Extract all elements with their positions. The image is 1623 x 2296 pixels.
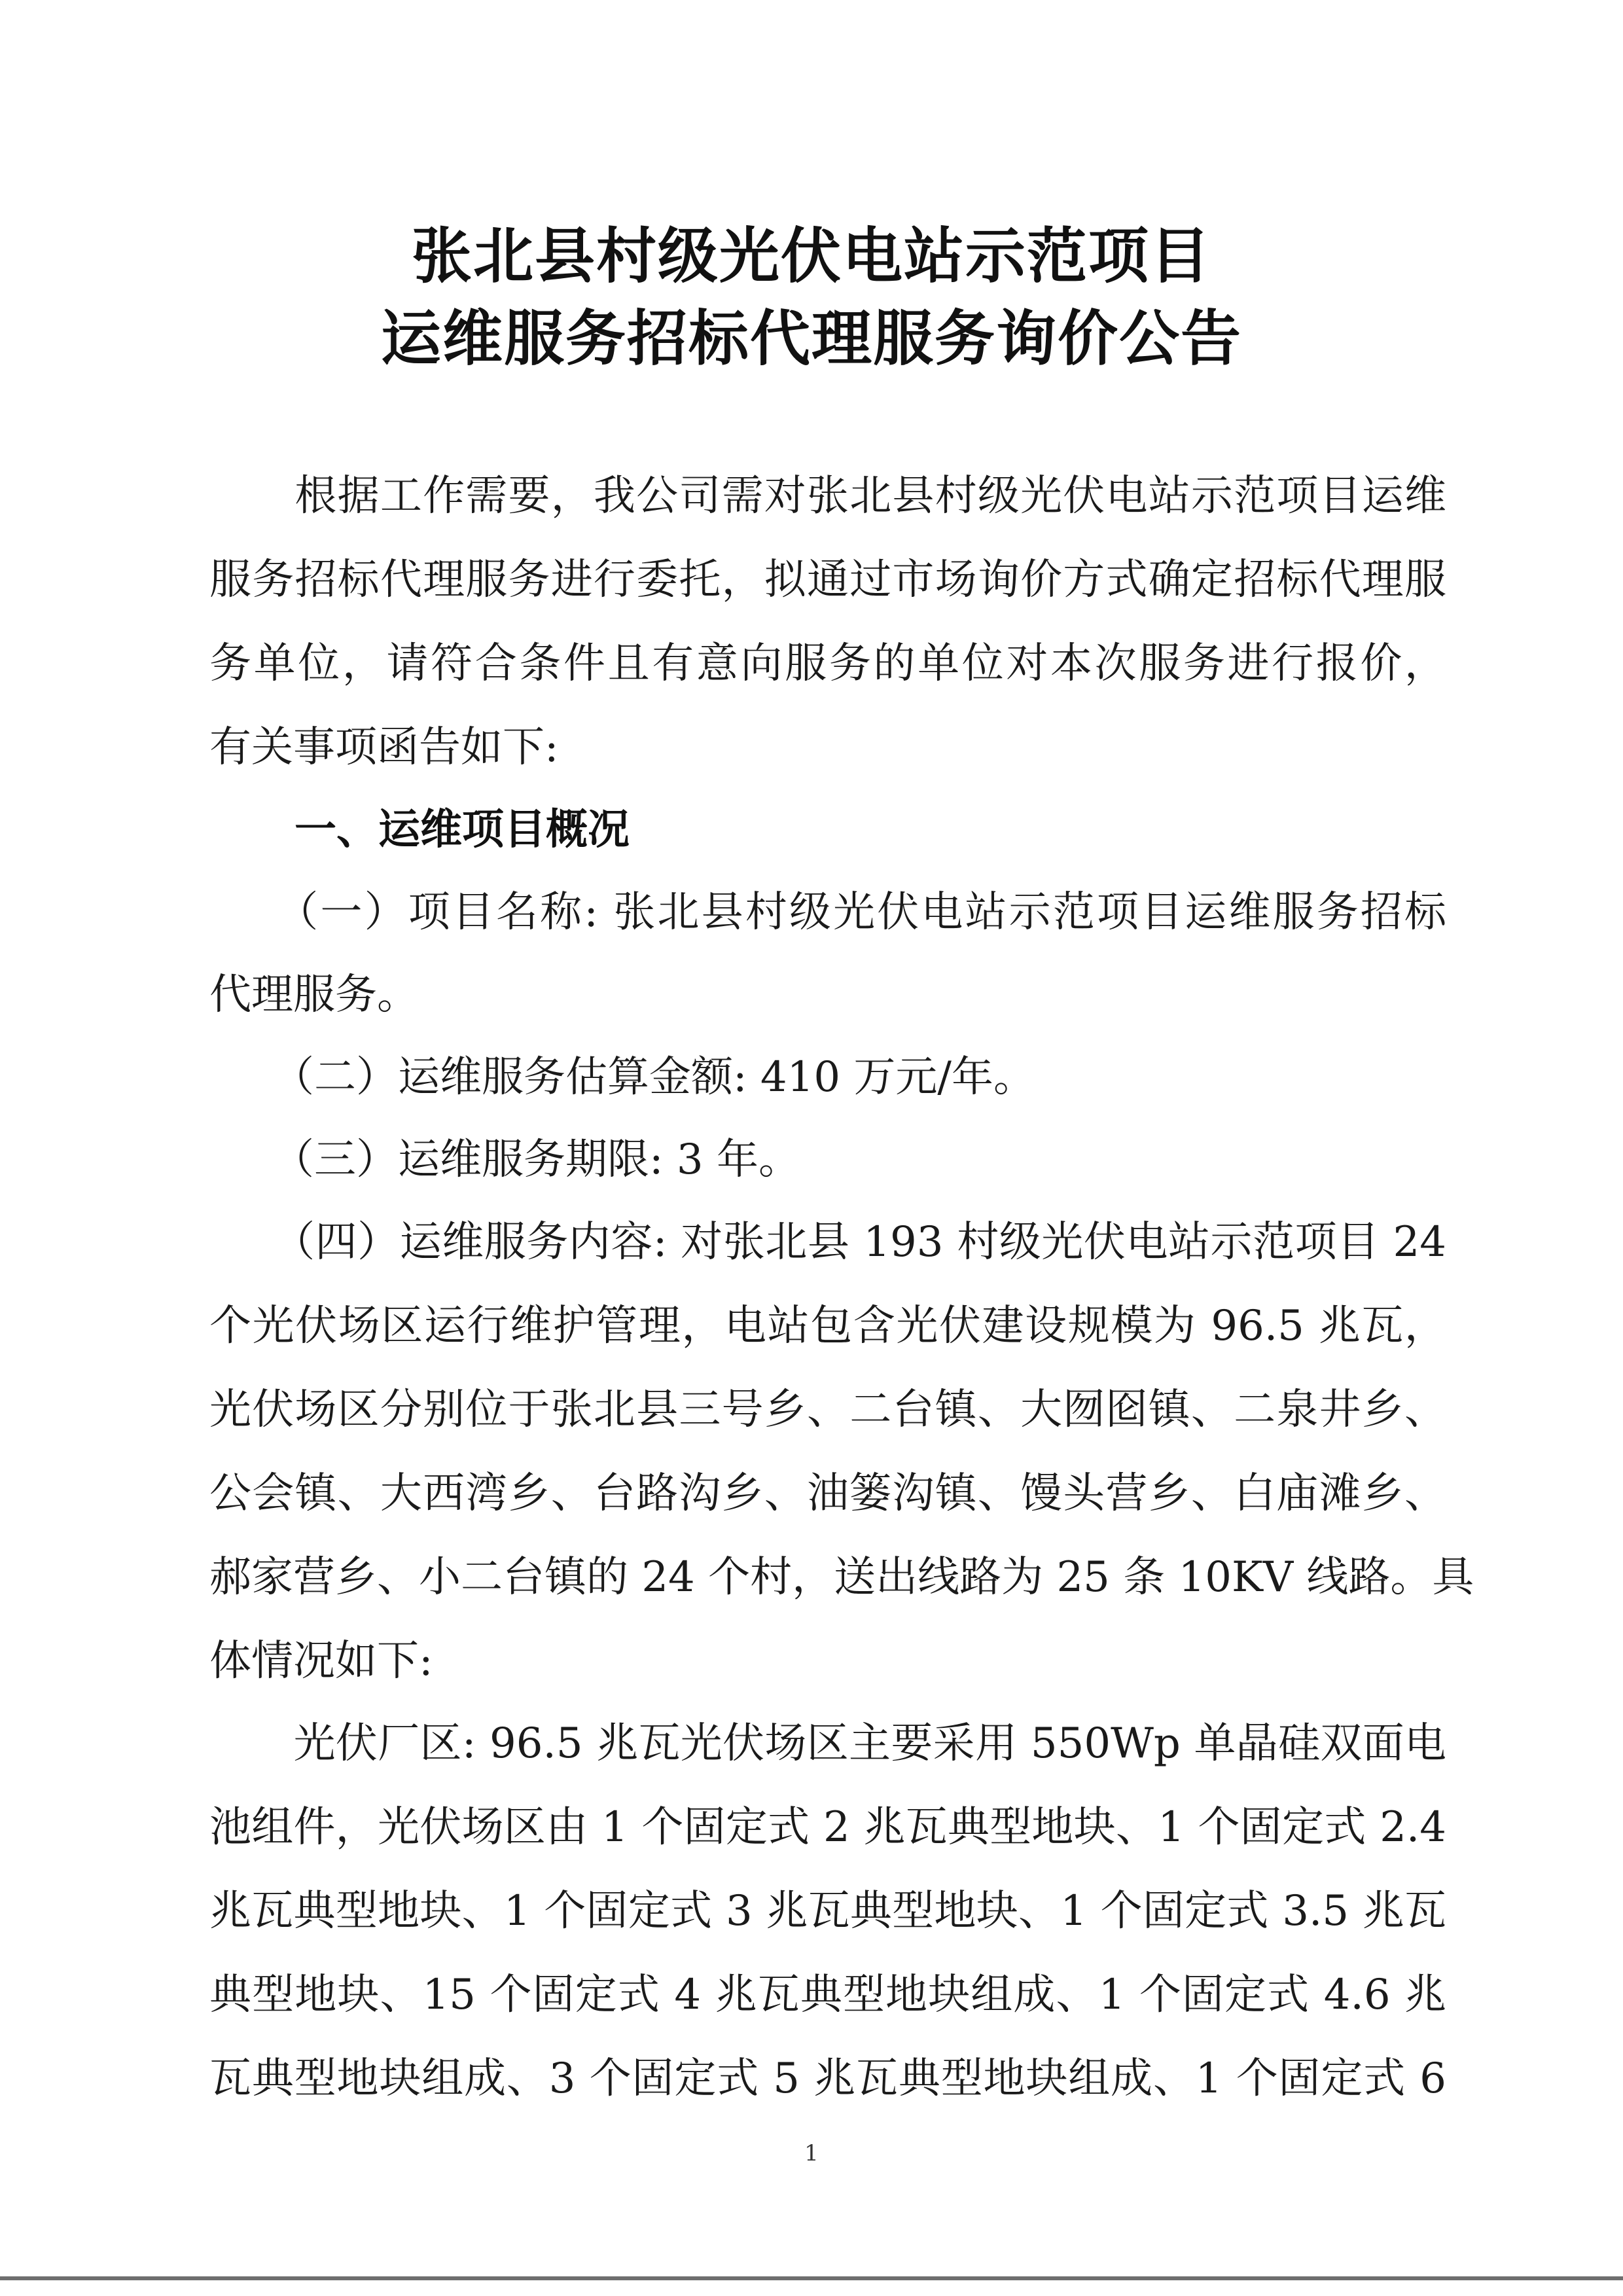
section-heading: 一、运维项目概况	[294, 806, 630, 854]
intro-line-1: 根据工作需要，我公司需对张北县村级光伏电站示范项目运维	[209, 472, 1446, 520]
item-2-line: （二）运维服务估算金额: 410 万元/年。	[209, 1053, 1035, 1102]
item-3-line: （三）运维服务期限: 3 年。	[209, 1136, 800, 1184]
pv-line-4: 典型地块、15 个固定式 4 兆瓦典型地块组成、1 个固定式 4.6 兆	[209, 1971, 1446, 2019]
pv-line-3: 兆瓦典型地块、1 个固定式 3 兆瓦典型地块、1 个固定式 3.5 兆瓦	[209, 1887, 1446, 1935]
item-4-line-2: 个光伏场区运行维护管理，电站包含光伏建设规模为 96.5 兆瓦，	[209, 1302, 1446, 1350]
intro-line-4: 有关事项函告如下:	[209, 723, 559, 772]
item-4-line-3: 光伏场区分别位于张北县三号乡、二台镇、大囫囵镇、二泉井乡、	[209, 1386, 1446, 1434]
item-4-line-4: 公会镇、大西湾乡、台路沟乡、油篓沟镇、馒头营乡、白庙滩乡、	[209, 1469, 1446, 1518]
pv-line-1: 光伏厂区: 96.5 兆瓦光伏场区主要采用 550Wp 单晶硅双面电	[209, 1719, 1446, 1768]
item-4-line-5: 郝家营乡、小二台镇的 24 个村，送出线路为 25 条 10KV 线路。具	[209, 1553, 1474, 1602]
scan-bottom-edge	[0, 2276, 1623, 2280]
pv-line-5: 瓦典型地块组成、3 个固定式 5 兆瓦典型地块组成、1 个固定式 6	[209, 2054, 1446, 2103]
document-title-line-2: 运维服务招标代理服务询价公告	[380, 304, 1242, 374]
intro-line-3: 务单位，请符合条件且有意向服务的单位对本次服务进行报价，	[209, 639, 1446, 688]
page-number: 1	[804, 2140, 819, 2166]
intro-line-2: 服务招标代理服务进行委托，拟通过市场询价方式确定招标代理服	[209, 556, 1446, 604]
document-title-line-1: 张北县村级光伏电站示范项目	[411, 221, 1211, 291]
item-1-line-1: （一）项目名称: 张北县村级光伏电站示范项目运维服务招标	[209, 888, 1446, 937]
item-1-line-2: 代理服务。	[209, 971, 419, 1019]
pv-line-2: 池组件，光伏场区由 1 个固定式 2 兆瓦典型地块、1 个固定式 2.4	[209, 1803, 1446, 1852]
item-4-line-6: 体情况如下:	[209, 1637, 433, 1685]
item-4-line-1: （四）运维服务内容: 对张北县 193 村级光伏电站示范项目 24	[209, 1218, 1446, 1266]
